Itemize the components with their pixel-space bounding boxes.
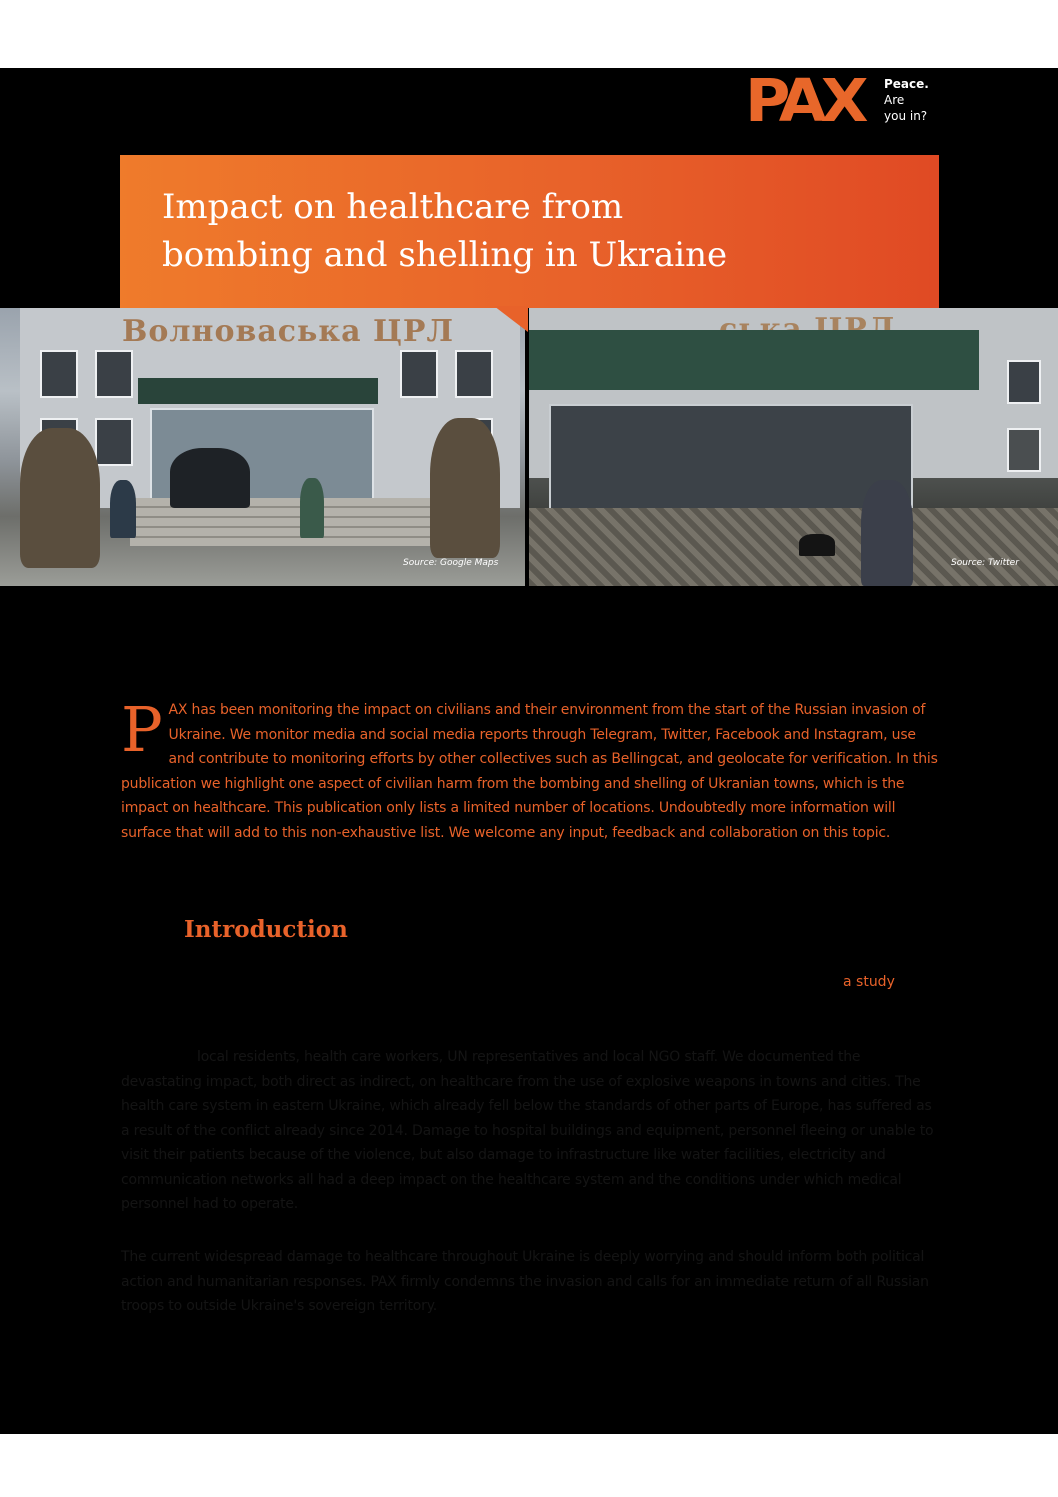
logo-tagline <box>884 76 929 124</box>
lead-text: AX has been monitoring the impact on civilians and their environment from the start of the Russian invasion of Ukraine. We monitor media and social media reports through Telegram, Twitter, Facebook and Instagram, use and contribute to monitoring efforts by other collectives such as Bellingcat, and geolocate for verification. In this publication we highlight one aspect of civilian harm from the bombing and shelling of Ukranian towns, which is the impact on healthcare. This publication only lists a limited number of locations. Undoubtedly more information will surface that will add to this non-exhaustive list. We welcome any input, feedback and collaboration on this topic. <box>121 702 938 841</box>
hospital-after-photo <box>529 308 1058 586</box>
introduction-paragraph-1 <box>121 1045 941 1217</box>
logo-mark: PAX <box>745 68 863 136</box>
tagline-line-3: you in? <box>884 109 928 123</box>
introduction-paragraph-1-text: local residents, health care workers, UN representatives and local NGO staff. We documented the devastating impact, both direct as indirect, on healthcare from the use of explosive weapons in towns and cities. The health care system in eastern Ukraine, which already fell below the standards of other parts of Europe, has suffered as a result of the conflict already since 2014. Damage to hospital buildings and equipment, personnel fleeing or unable to visit their patients because of the violence, but also damage to infrastructure like water facilities, electricity and communication networks all had a deep impact on the healthcare system and the conditions under which medical personnel had to operate. <box>121 1049 934 1212</box>
introduction-paragraph-2: The current widespread damage to healthcare throughout Ukraine is deeply worrying and should inform both political action and humanitarian responses. PAX firmly condemns the invasion and calls for an immediate return of all Russian troops to outside Ukraine's sovereign territory. <box>121 1249 929 1314</box>
left-photo-caption: Source: Google Maps <box>403 558 499 568</box>
title-line-1: Impact on healthcare from <box>162 187 624 227</box>
page-title <box>162 183 882 279</box>
introduction-heading: Introduction <box>184 916 348 943</box>
left-sign-text: Волноваська ЦРЛ <box>122 314 455 349</box>
hospital-before-photo <box>0 308 525 586</box>
title-banner <box>120 155 939 308</box>
lead-paragraph <box>121 693 941 845</box>
title-line-2: bombing and shelling in Ukraine <box>162 235 728 275</box>
dropcap: P <box>121 693 163 766</box>
tagline-line-2: Are <box>884 93 905 107</box>
page <box>0 68 1058 1434</box>
tagline-line-1: Peace. <box>884 77 929 91</box>
study-link[interactable]: a study <box>843 974 895 990</box>
right-photo-caption: Source: Twitter <box>951 558 1019 568</box>
pax-logo <box>745 68 975 136</box>
